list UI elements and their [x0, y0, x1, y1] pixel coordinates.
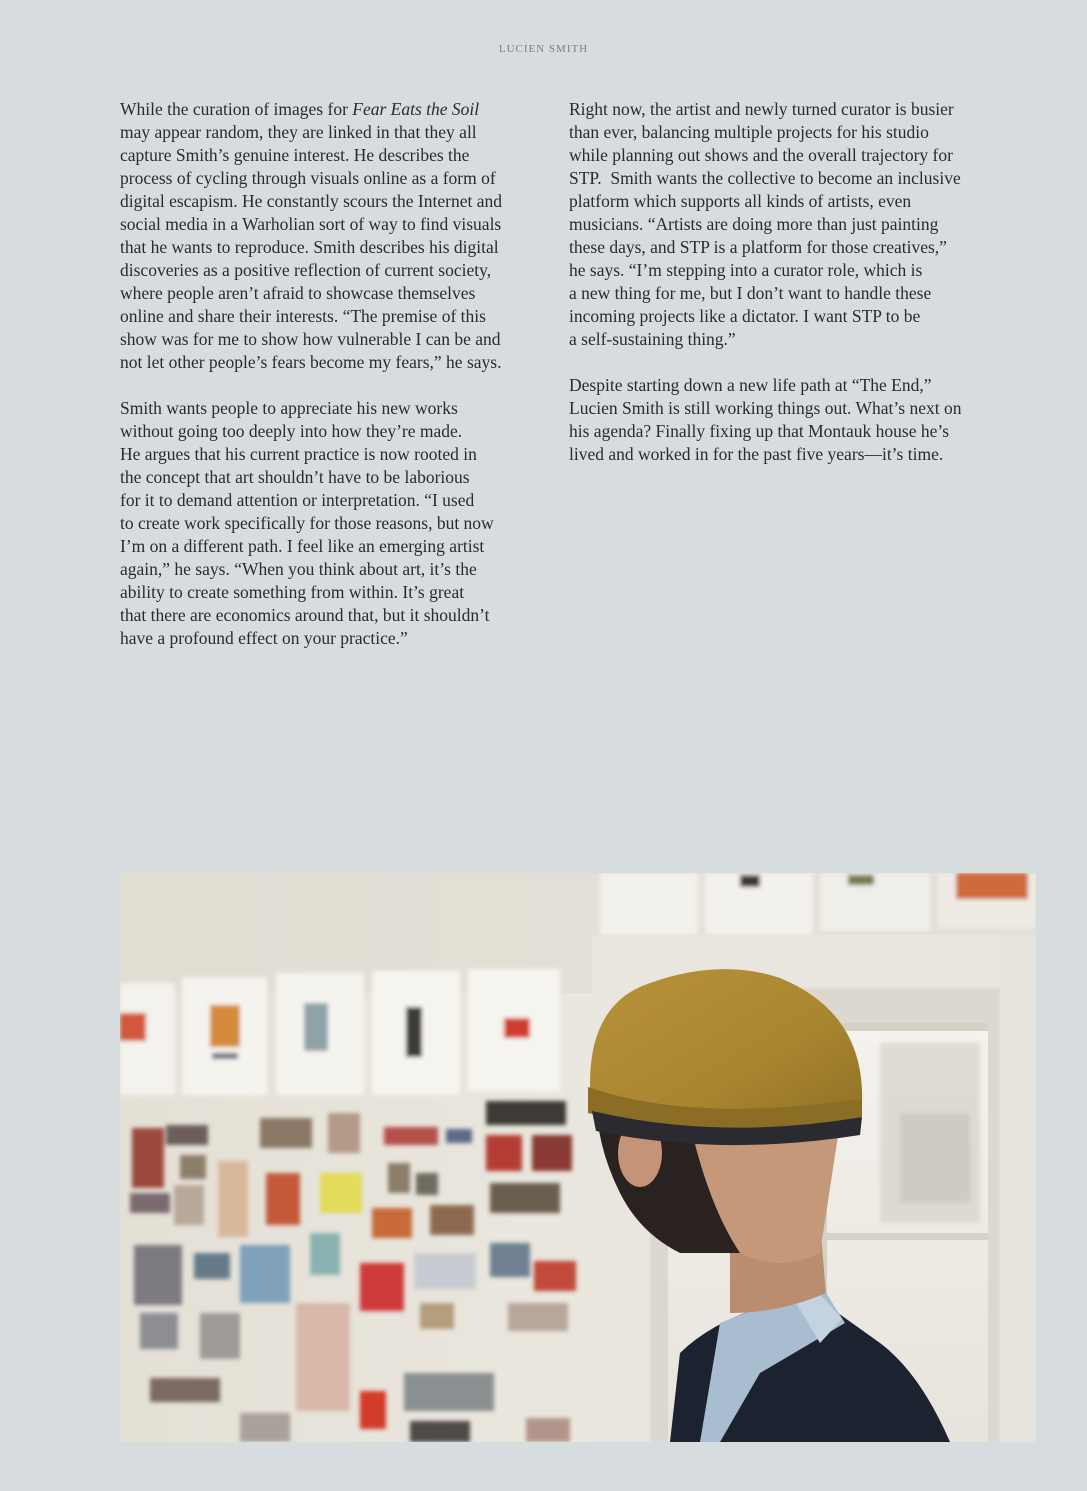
text-line: he says. “I’m stepping into a curator role, which is	[569, 260, 923, 280]
text-line: Lucien Smith is still working things out. What’s next on	[569, 398, 962, 418]
text-line: have a profound effect on your practice.”	[120, 628, 408, 648]
text-line: while planning out shows and the overall trajectory for	[569, 145, 953, 165]
text-line: Despite starting down a new life path at “The End,”	[569, 375, 932, 395]
text-line: capture Smith’s genuine interest. He describes the	[120, 145, 470, 165]
text-line: STP. Smith wants the collective to become an inclusive	[569, 168, 961, 188]
text-line: Smith wants people to appreciate his new works	[120, 398, 458, 418]
text-line: for it to demand attention or interpretation. “I used	[120, 490, 475, 510]
text-line: a new thing for me, but I don’t want to handle these	[569, 283, 932, 303]
studio-photo	[120, 873, 1036, 1442]
text-line: discoveries as a positive reflection of current society,	[120, 260, 492, 280]
text-line: that there are economics around that, but it shouldn’t	[120, 605, 490, 625]
article-column-left	[120, 98, 540, 673]
text-line: digital escapism. He constantly scours the Internet and	[120, 191, 502, 211]
article-paragraph	[569, 98, 989, 351]
text-line: He argues that his current practice is now rooted in	[120, 444, 477, 464]
text-line: While the curation of images for Fear Eats the Soil	[120, 99, 480, 119]
text-line: that he wants to reproduce. Smith describes his digital	[120, 237, 499, 257]
article-paragraph	[569, 374, 989, 466]
text-line: may appear random, they are linked in that they all	[120, 122, 477, 142]
running-header: LUCIEN SMITH	[498, 43, 589, 55]
text-line: social media in a Warholian sort of way to find visuals	[120, 214, 502, 234]
text-line: I’m on a different path. I feel like an emerging artist	[120, 536, 485, 556]
article-column-right	[569, 98, 989, 489]
studio-photo-illustration	[120, 873, 1036, 1442]
text-line: incoming projects like a dictator. I want STP to be	[569, 306, 921, 326]
text-line: these days, and STP is a platform for those creatives,”	[569, 237, 947, 257]
text-line: lived and worked in for the past five years—it’s time.	[569, 444, 944, 464]
text-line: where people aren’t afraid to showcase themselves	[120, 283, 476, 303]
text-line: not let other people’s fears become my fears,” he says.	[120, 352, 502, 372]
text-line: process of cycling through visuals online as a form of	[120, 168, 496, 188]
middle-print-row	[120, 969, 560, 1095]
text-line: Right now, the artist and newly turned curator is busier	[569, 99, 954, 119]
text-line: a self-sustaining thing.”	[569, 329, 736, 349]
article-paragraph	[120, 98, 540, 374]
text-line: again,” he says. “When you think about art, it’s the	[120, 559, 477, 579]
text-line: to create work specifically for those reasons, but now	[120, 513, 494, 533]
text-line: the concept that art shouldn’t have to be laborious	[120, 467, 470, 487]
text-line: platform which supports all kinds of artists, even	[569, 191, 912, 211]
text-line: without going too deeply into how they’re made.	[120, 421, 463, 441]
text-line: online and share their interests. “The premise of this	[120, 306, 486, 326]
text-line: show was for me to show how vulnerable I can be and	[120, 329, 501, 349]
text-line: musicians. “Artists are doing more than just painting	[569, 214, 939, 234]
article-paragraph	[120, 397, 540, 650]
text-line: his agenda? Finally fixing up that Montauk house he’s	[569, 421, 950, 441]
text-line: than ever, balancing multiple projects for his studio	[569, 122, 929, 142]
exhibition-title: Fear Eats the Soil	[352, 99, 480, 119]
text-line: ability to create something from within. It’s great	[120, 582, 465, 602]
